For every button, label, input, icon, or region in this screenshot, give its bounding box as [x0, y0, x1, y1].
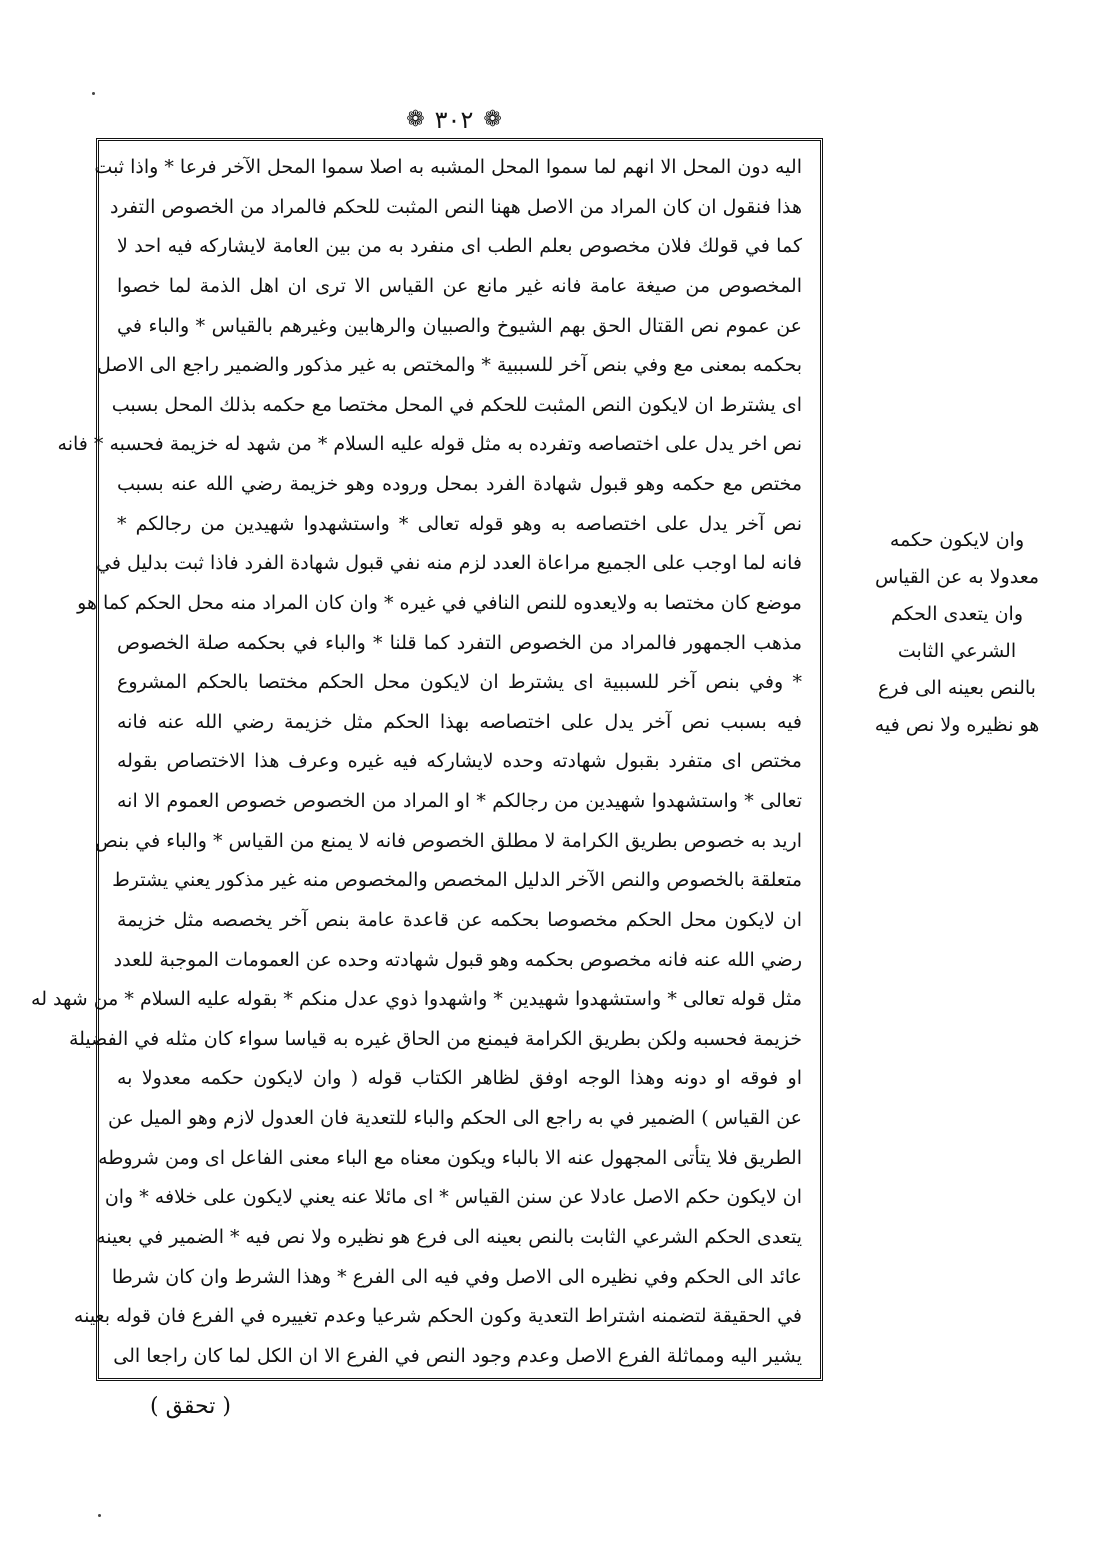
text-line: عائد الى الحكم وفي نظيره الى الاصل وفي فيه الى الفرع * وهذا الشرط وان كان شرطا	[111, 1265, 802, 1288]
page-header	[384, 104, 524, 136]
text-line: عن عموم نص القتال الحق بهم الشيوخ والصبيان والرهابين وغيرهم بالقياس * والباء في	[117, 314, 802, 337]
text-line: تعالى * واستشهدوا شهيدين من رجالكم * او المراد من الخصوص خصوص العموم الا انه	[117, 790, 802, 812]
text-line: مختص مع حكمه وهو قبول شهادة الفرد بمحل وروده وهو خزيمة رضي الله عنه بسبب	[117, 473, 802, 495]
text-line: يتعدى الحكم الشرعي الثابت بالنص بعينه الى فرع هو نظيره ولا نص فيه * الضمير في بعينه	[96, 1225, 802, 1248]
text-line: متعلقة بالخصوص والنص الآخر الدليل المخصص والمخصوص منه غير مذكور يعني يشترط	[112, 869, 802, 892]
margin-line: وان يتعدى الحكم	[891, 603, 1023, 625]
text-line: يشير اليه ومماثلة الفرع الاصل وعدم وجود النص في الفرع الا ان الكل لما كان راجعا الى	[113, 1344, 802, 1367]
text-line: في الحقيقة لتضمنه اشتراط التعدية وكون الحكم شرعيا وعدم تغييره في الفرع فان قوله بعينه	[73, 1305, 802, 1328]
text-line: بحكمه بمعنى مع وفي بنص آخر للسببية * والمختص به غير مذكور والضمير راجع الى الاصل	[96, 354, 802, 377]
margin-line: معدولا به عن القياس	[874, 566, 1040, 588]
text-line: مختص اى متفرد بقبول شهادته وحده لايشاركه فيه غيره وعرف هذا الاختصاص بقوله	[117, 750, 802, 773]
text-line: ان لايكون محل الحكم مخصوصا بحكمه عن قاعدة عامة بنص آخر يخصصه مثل خزيمة	[117, 908, 802, 931]
text-line: نص آخر يدل على اختصاصه به وهو قوله تعالى * واستشهدوا شهيدين من رجالكم *	[117, 512, 802, 535]
ornament-left-icon: ❁	[406, 107, 425, 132]
ornament-right-icon: ❁	[483, 107, 502, 132]
main-text-block	[31, 153, 802, 1370]
text-line: اى يشترط ان لايكون النص المثبت للحكم في المحل مختصا مع حكمه بذلك المحل بسبب	[111, 393, 802, 416]
margin-line: الشرعي الثابت	[897, 640, 1017, 662]
text-line: مثل قوله تعالى * واستشهدوا شهيدين * واشهدوا ذوي عدل منكم * بقوله عليه السلام * من شهد له	[31, 988, 802, 1011]
margin-line: بالنص بعينه الى فرع	[878, 677, 1036, 699]
text-line: عن القياس ) الضمير في به راجع الى الحكم والباء للتعدية فان العدول لازم وهو الميل عن	[108, 1107, 802, 1129]
text-line: موضع كان مختصا به ولايعدوه للنص النافي في غيره * وان كان المراد منه محل الحكم كما هو	[77, 591, 802, 614]
text-line: كما في قولك فلان مخصوص بعلم الطب اى منفرد به من بين العامة لايشاركه فيه احد لا	[117, 235, 802, 258]
text-line: نص اخر يدل على اختصاصه وتفرده به مثل قوله عليه السلام * من شهد له خزيمة فحسبه * فانه	[57, 433, 802, 456]
margin-line: وان لايكون حكمه	[889, 529, 1025, 551]
text-line: ان لايكون حكم الاصل عادلا عن سنن القياس * اى مائلا عنه يعني لايكون على خلافه * وان	[104, 1186, 802, 1209]
text-line: او فوقه او دونه وهذا الوجه اوفق لظاهر الكتاب قوله ( وان لايكون حكمه معدولا به	[117, 1067, 802, 1090]
text-line: اليه دون المحل الا انهم لما سموا المحل المشبه به اصلا سموا المحل الآخر فرعا * واذا ثبت	[94, 156, 802, 178]
page-speck	[98, 1514, 101, 1517]
text-line: الطريق فلا يتأتى المجهول عنه الا بالباء ويكون معناه مع الباء معنى الفاعل اى ومن شروطه	[98, 1146, 802, 1169]
text-line: فانه لما اوجب على الجميع مراعاة العدد لزم منه نفي قبول شهادة الفرد فاذا ثبت بدليل في	[96, 552, 802, 575]
text-line: رضي الله عنه فانه مخصوص بحكمه وهو قبول شهادته وحده عن العمومات الموجبة للعدد	[113, 948, 802, 971]
margin-line: هو نظيره ولا نص فيه	[874, 714, 1040, 736]
catchword: ( تحقق )	[150, 1394, 231, 1419]
text-line: مذهب الجمهور فالمراد من الخصوص التفرد كما قلنا * والباء في بحكمه صلة الخصوص	[117, 631, 802, 654]
page-speck	[92, 92, 95, 95]
text-line: خزيمة فحسبه ولكن بطريق الكرامة فيمنع من الحاق غيره به قياسا سواء كان مثله في الفضيلة	[68, 1027, 802, 1050]
text-line: المخصوص من صيغة عامة فانه غير مانع عن القياس الا ترى ان اهل الذمة لما خصوا	[117, 274, 802, 297]
page-number: ٣٠٢	[434, 106, 474, 134]
text-line: فيه بسبب نص آخر يدل على اختصاصه بهذا الحكم مثل خزيمة رضي الله عنه فانه	[117, 710, 802, 733]
text-line: هذا فنقول ان كان المراد من الاصل ههنا النص المثبت للحكم فالمراد من الخصوص التفرد	[110, 195, 802, 218]
margin-note	[820, 522, 1094, 744]
text-line: * وفي بنص آخر للسببية اى يشترط ان لايكون محل الحكم مختصا بالحكم المشروع	[117, 671, 802, 694]
text-line: اريد به خصوص بطريق الكرامة لا مطلق الخصوص فانه لا يمنع من القياس * والباء في بنص	[94, 829, 802, 852]
main-text-frame	[31, 138, 823, 1381]
